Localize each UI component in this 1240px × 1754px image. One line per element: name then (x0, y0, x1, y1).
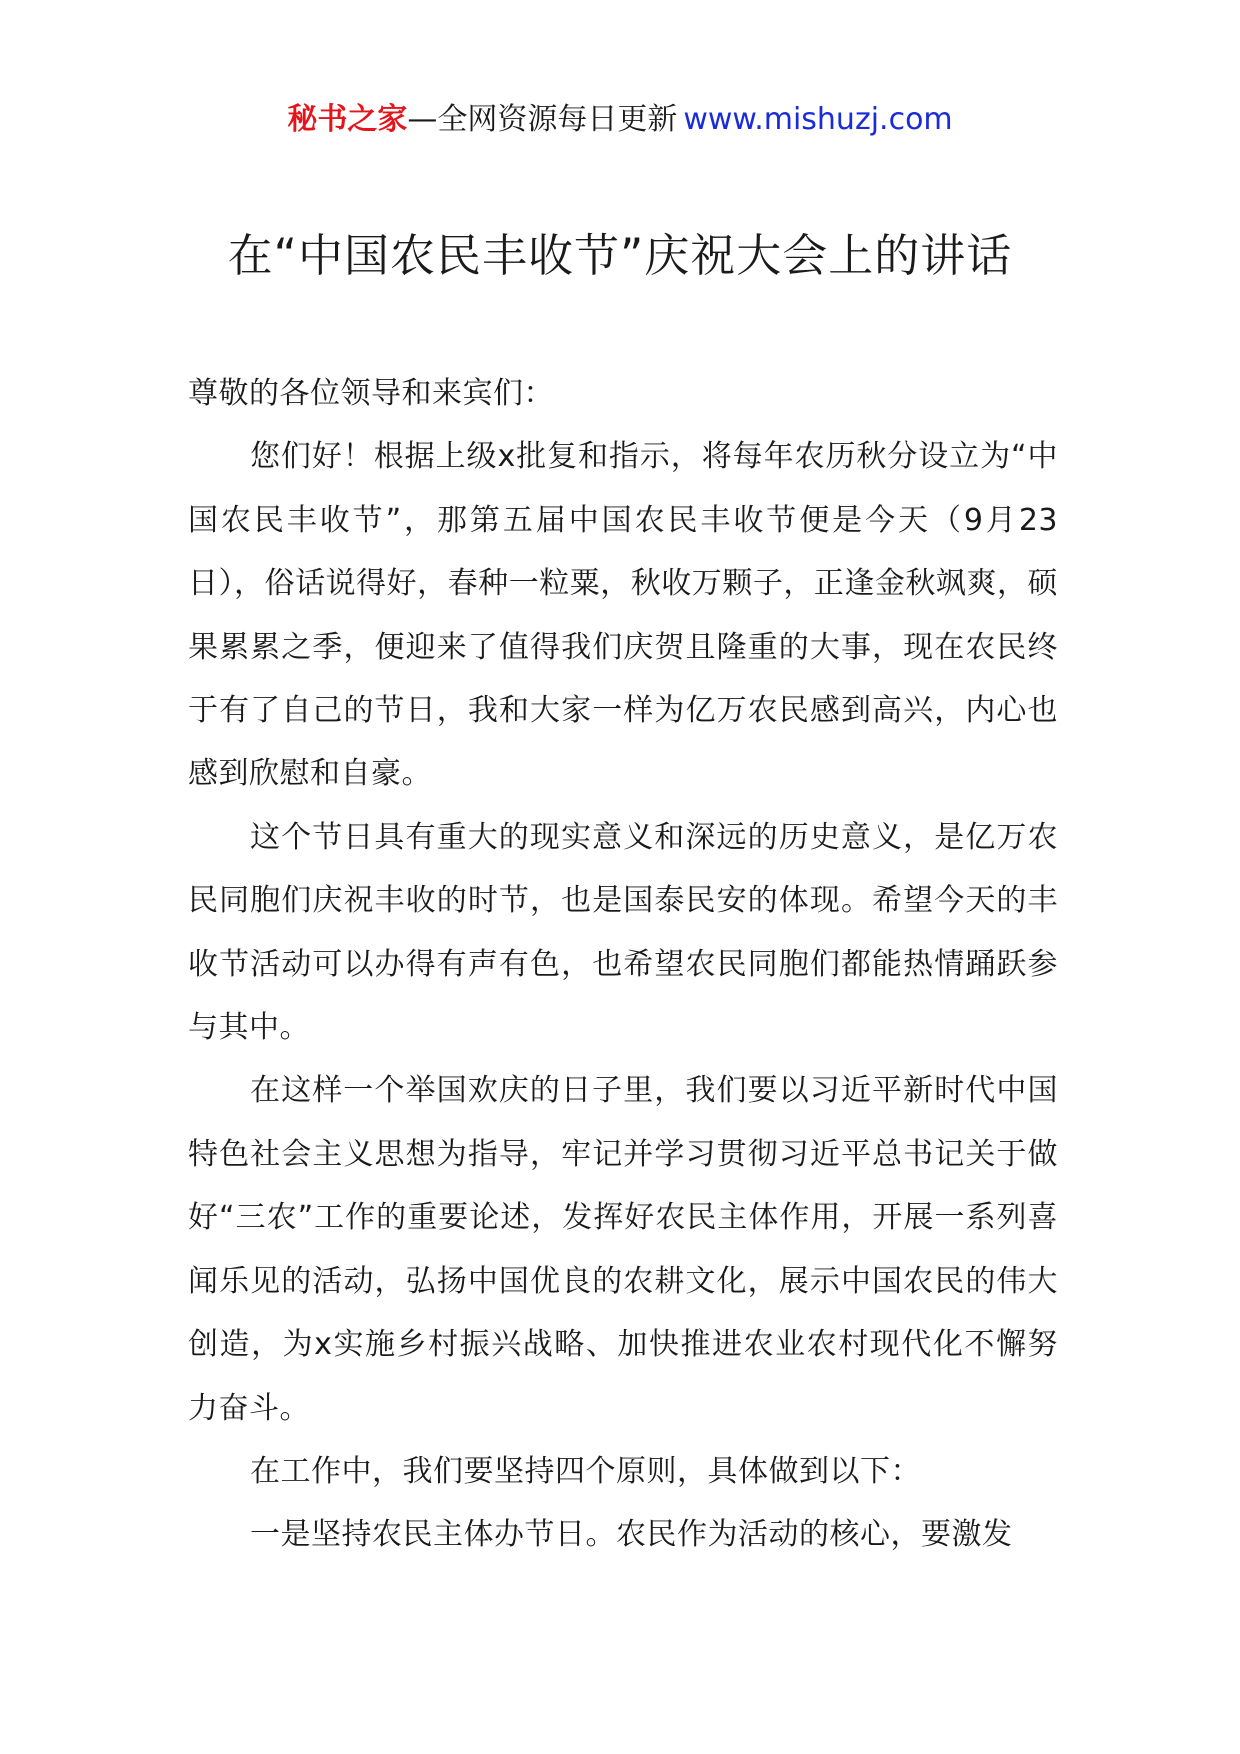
document-title: 在“中国农民丰收节”庆祝大会上的讲话 (227, 229, 1013, 282)
site-tagline: —全网资源每日更新 (407, 102, 678, 137)
paragraph: 在工作中，我们要坚持四个原则，具体做到以下： (250, 1453, 921, 1489)
paragraph: 您们好！根据上级x批复和指示，将每年农历秋分设立为“中国农民丰收节”，那第五届中国农民丰收节便是今天（9月23日），俗话说得好，春种一粒粟，秋收万颗子，正逢金秋飒爽，硕果累累之季，便迎来了值得我们庆贺且隆重的大事，现在农民终于有了自己的节日，我和大家一样为亿万农民感到高兴，内心也感到欣慰和自豪。 (188, 439, 1058, 792)
salutation: 尊敬的各位领导和来宾们： (188, 376, 554, 411)
paragraph: 在这样一个举国欢庆的日子里，我们要以习近平新时代中国特色社会主义思想为指导，牢记并学习贯彻习近平总书记关于做好“三农”工作的重要论述，发挥好农民主体作用，开展一系列喜闻乐见的活动，弘扬中国优良的农耕文化，展示中国农民的伟大创造，为x实施乡村振兴战略、加快推进农业农村现代化不懈努力奋斗。 (188, 1073, 1058, 1426)
document-body (188, 362, 1058, 1567)
paragraph: 一是坚持农民主体办节日。农民作为活动的核心，要激发 (250, 1517, 1013, 1553)
site-brand: 秘书之家 (287, 102, 408, 137)
site-header (0, 98, 1240, 142)
paragraph: 这个节日具有重大的现实意义和深远的历史意义，是亿万农民同胞们庆祝丰收的时节，也是国泰民安的体现。希望今天的丰收节活动可以办得有声有色，也希望农民同胞们都能热情踊跃参与其中。 (188, 819, 1058, 1046)
site-url-link[interactable]: www.mishuzj.com (683, 102, 953, 137)
